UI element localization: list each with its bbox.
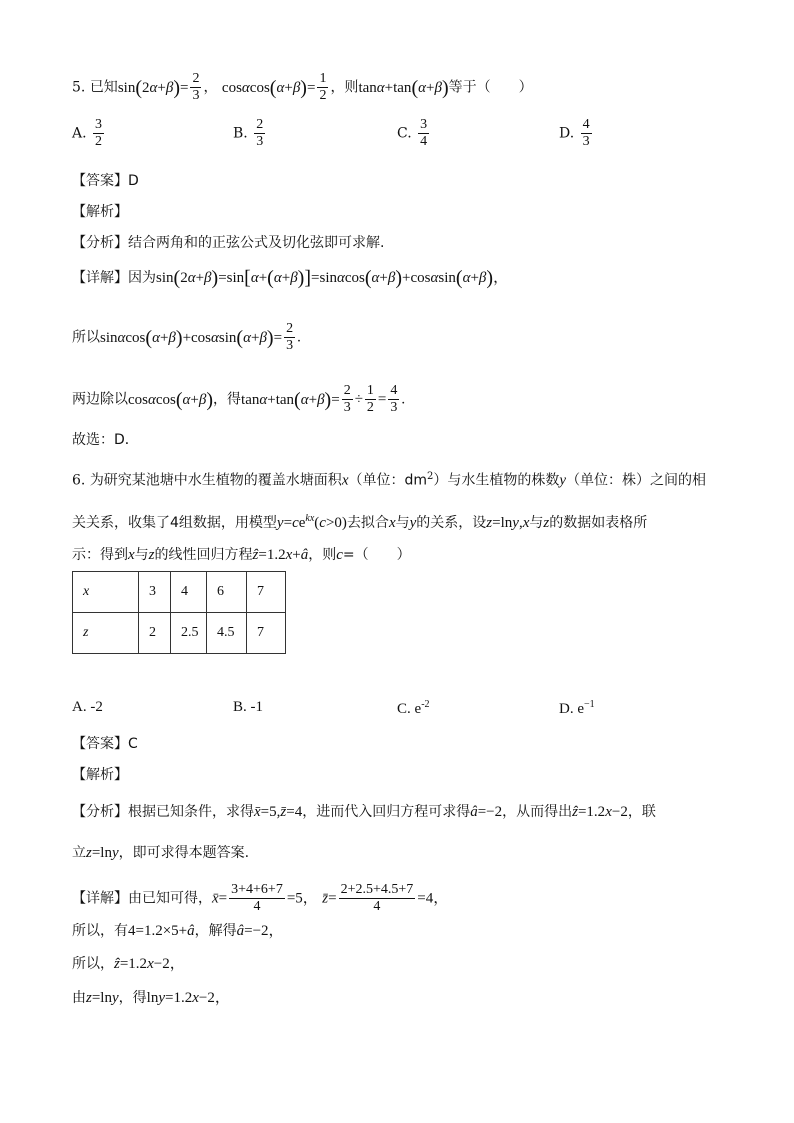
stem-text: ，则 bbox=[330, 79, 359, 96]
stem-text: 与 bbox=[134, 547, 149, 563]
stem-text: 已知 bbox=[89, 79, 118, 96]
q6-option-d bbox=[559, 699, 595, 718]
xiangjie-text: 由已知可得， bbox=[128, 890, 212, 907]
xiangjie-text: 所以，有 bbox=[72, 923, 128, 939]
fraction: $\frac{1}{2}$ bbox=[366, 383, 374, 415]
table-cell: 6 bbox=[207, 572, 247, 613]
xiangjie-text: ，解得 bbox=[194, 923, 237, 939]
q6-stem-line1: 6. 为研究某池塘中水生植物的覆盖水塘面积x（单位：$dm^2$）与水生植物的株数y（单位：株）之间的相 bbox=[72, 471, 707, 489]
fraction: $\frac{2}{3}$ bbox=[286, 321, 294, 353]
option-label: D. bbox=[559, 125, 575, 142]
fraction: $\frac{3}{4}$ bbox=[420, 117, 428, 149]
q6-xj-line2: 所以，有4=1.2×5+â，解得â=−2， bbox=[72, 923, 284, 939]
option-text: -1 bbox=[250, 699, 264, 715]
q6-option-b bbox=[233, 699, 263, 716]
table-cell: 7 bbox=[247, 613, 286, 654]
q5-analysis-tag bbox=[72, 202, 128, 222]
answer-value: D bbox=[128, 173, 139, 189]
q6-fenxi: 【分析】根据已知条件，求得x̄=5,z̄=4，进而代入回归方程可求得â=−2，从而得出ẑ=1.2x−2，联 bbox=[72, 804, 656, 820]
option-text: e bbox=[577, 701, 585, 717]
stem-text: 等于（ ） bbox=[448, 79, 533, 96]
stem-text: 与 bbox=[395, 515, 410, 531]
fraction: $\frac{2}{3}$ bbox=[343, 383, 351, 415]
mid-text: ，得 bbox=[213, 391, 242, 408]
q6-analysis-tag bbox=[72, 765, 128, 785]
stem-text: （单位：dm bbox=[348, 472, 428, 489]
option-label: A. bbox=[72, 125, 87, 142]
fraction: $\frac{4}{3}$ bbox=[390, 383, 398, 415]
table-row bbox=[73, 572, 286, 613]
q5-option-a bbox=[72, 117, 106, 150]
q6-answer bbox=[72, 734, 138, 754]
q6-xj-line3: 所以，ẑ=1.2x−2， bbox=[72, 956, 185, 972]
q6-stem-line3: 示：得到x与z的线性回归方程ẑ=1.2x+â，则c=（ ） bbox=[72, 547, 411, 563]
q6-number: 6. bbox=[72, 472, 86, 489]
fenxi-tag: 【分析】 bbox=[72, 804, 128, 820]
q5-answer bbox=[72, 171, 139, 191]
option-text: e bbox=[414, 701, 422, 717]
analysis-tag: 【解析】 bbox=[72, 204, 128, 220]
stem-text: ，则 bbox=[308, 547, 337, 563]
option-label: C. bbox=[397, 701, 411, 717]
option-sup: -2 bbox=[421, 699, 430, 710]
answer-tag: 【答案】 bbox=[72, 173, 128, 189]
fenxi-text: ，联 bbox=[627, 804, 656, 820]
answer-tag: 【答案】 bbox=[72, 736, 128, 752]
q5-stem: 5. 已知sin(2α+β)= $\frac{2}{3}$ ， cosαcos(α+β)= $\frac{1}{2}$ ，则tanα+tan(α+β)等于（ ） bbox=[72, 71, 533, 103]
fenxi-text: 根据已知条件，求得 bbox=[128, 804, 254, 820]
q5-conclusion bbox=[72, 430, 139, 450]
q5-xiangjie: 【详解】因为sin(2α+β)=sin[α+(α+β)]=sinαcos(α+β)+cosαsin(α+β)， bbox=[72, 267, 509, 289]
xiangjie-text: 由 bbox=[72, 990, 86, 1006]
q5-line3: 两边除以cosαcos(α+β)，得tanα+tan(α+β)= $\frac{2}{3}$ ÷ $\frac{1}{2}$ = $\frac{4}{3}$ . bbox=[72, 383, 406, 415]
fraction: $\frac{4}{3}$ bbox=[582, 117, 590, 149]
option-label: C. bbox=[397, 125, 412, 142]
q5-option-c bbox=[397, 117, 431, 150]
fraction: $\frac{2}{3}$ bbox=[256, 117, 264, 149]
xiangjie-text: 所以， bbox=[72, 956, 114, 972]
q5-fenxi bbox=[72, 233, 384, 253]
answer-value: C bbox=[128, 736, 138, 752]
option-label: A. bbox=[72, 699, 87, 715]
fenxi-text: ，从而得出 bbox=[502, 804, 573, 820]
analysis-tag: 【解析】 bbox=[72, 767, 128, 783]
q5-line2: 所以sinαcos(α+β)+cosαsin(α+β)= $\frac{2}{3}$ . bbox=[72, 321, 301, 353]
table-cell: 7 bbox=[247, 572, 286, 613]
q5-number: 5. bbox=[72, 79, 86, 96]
option-text: -2 bbox=[90, 699, 103, 715]
option-label: B. bbox=[233, 125, 248, 142]
fraction: $\frac{3+4+6+7}{4}$ bbox=[231, 882, 283, 914]
fraction: $\frac{1}{2}$ bbox=[319, 71, 327, 103]
table-head-cell: z bbox=[73, 613, 139, 654]
table-row bbox=[73, 613, 286, 654]
fenxi-text: 立 bbox=[72, 845, 86, 861]
fenxi-text: ，进而代入回归方程可求得 bbox=[302, 804, 471, 820]
stem-text: 为研究某池塘中水生植物的覆盖水塘面积 bbox=[89, 472, 342, 489]
table-cell: 2 bbox=[139, 613, 171, 654]
stem-text: =（ ） bbox=[342, 547, 411, 563]
stem-text: 的线性回归方程 bbox=[154, 547, 253, 563]
option-label: B. bbox=[233, 699, 247, 715]
q6-xj-line4: 由z=lny，得lny=1.2x−2， bbox=[72, 990, 230, 1006]
q6-stem-line2: 关关系，收集了4组数据，用模型$y=ce^{kx}(c>0)$去拟合x与y的关系，设z=lny,x与z的数据如表格所 bbox=[72, 513, 648, 531]
table-cell: 4.5 bbox=[207, 613, 247, 654]
fraction: $\frac{2+2.5+4.5+7}{4}$ bbox=[340, 882, 414, 914]
stem-text: 去拟合 bbox=[346, 515, 389, 531]
fenxi-text: 结合两角和的正弦公式及切化弦即可求解. bbox=[128, 235, 385, 251]
stem-text: 的数据如表格所 bbox=[549, 515, 648, 531]
stem-text: 关关系，收集了4组数据，用模型 bbox=[72, 515, 277, 531]
xiangjie-tag: 【详解】 bbox=[72, 270, 128, 286]
stem-text: 示：得到 bbox=[72, 547, 128, 563]
q6-xiangjie: 【详解】由已知可得，x̄= $\frac{3+4+6+7}{4}$ =5， z̄= $\frac{2+2.5+4.5+7}{4}$ =4， bbox=[72, 882, 449, 914]
data-table bbox=[72, 571, 286, 654]
lead-text: 所以 bbox=[72, 329, 100, 346]
lead-text: 两边除以 bbox=[72, 391, 128, 408]
fenxi-tag: 【分析】 bbox=[72, 235, 128, 251]
q6-option-c bbox=[397, 699, 430, 718]
option-sup: −1 bbox=[584, 699, 595, 710]
fraction: $\frac{3}{2}$ bbox=[95, 117, 103, 149]
q6-option-a bbox=[72, 699, 103, 716]
stem-text: （单位：株）之间的相 bbox=[566, 472, 707, 489]
stem-text: ， bbox=[203, 79, 218, 96]
stem-text: ）与水生植物的株数 bbox=[433, 472, 560, 489]
q5-option-b bbox=[233, 117, 267, 150]
xiangjie-tag: 【详解】 bbox=[72, 890, 128, 907]
stem-text: 与 bbox=[529, 515, 544, 531]
fenxi-text: ，即可求得本题答案. bbox=[118, 845, 250, 861]
stem-text: 的关系，设 bbox=[416, 515, 487, 531]
table-cell: 4 bbox=[171, 572, 207, 613]
table-head-cell: x bbox=[73, 572, 139, 613]
lead-text: 因为 bbox=[128, 270, 156, 286]
option-label: D. bbox=[559, 701, 574, 717]
q6-fenxi-line2: 立z=lny，即可求得本题答案. bbox=[72, 845, 250, 861]
q5-option-d bbox=[559, 117, 594, 150]
table-cell: 2.5 bbox=[171, 613, 207, 654]
table-cell: 3 bbox=[139, 572, 171, 613]
fraction: $\frac{2}{3}$ bbox=[192, 71, 200, 103]
conclusion-text: 故选：D． bbox=[72, 432, 139, 448]
xiangjie-text: ，得 bbox=[118, 990, 147, 1006]
